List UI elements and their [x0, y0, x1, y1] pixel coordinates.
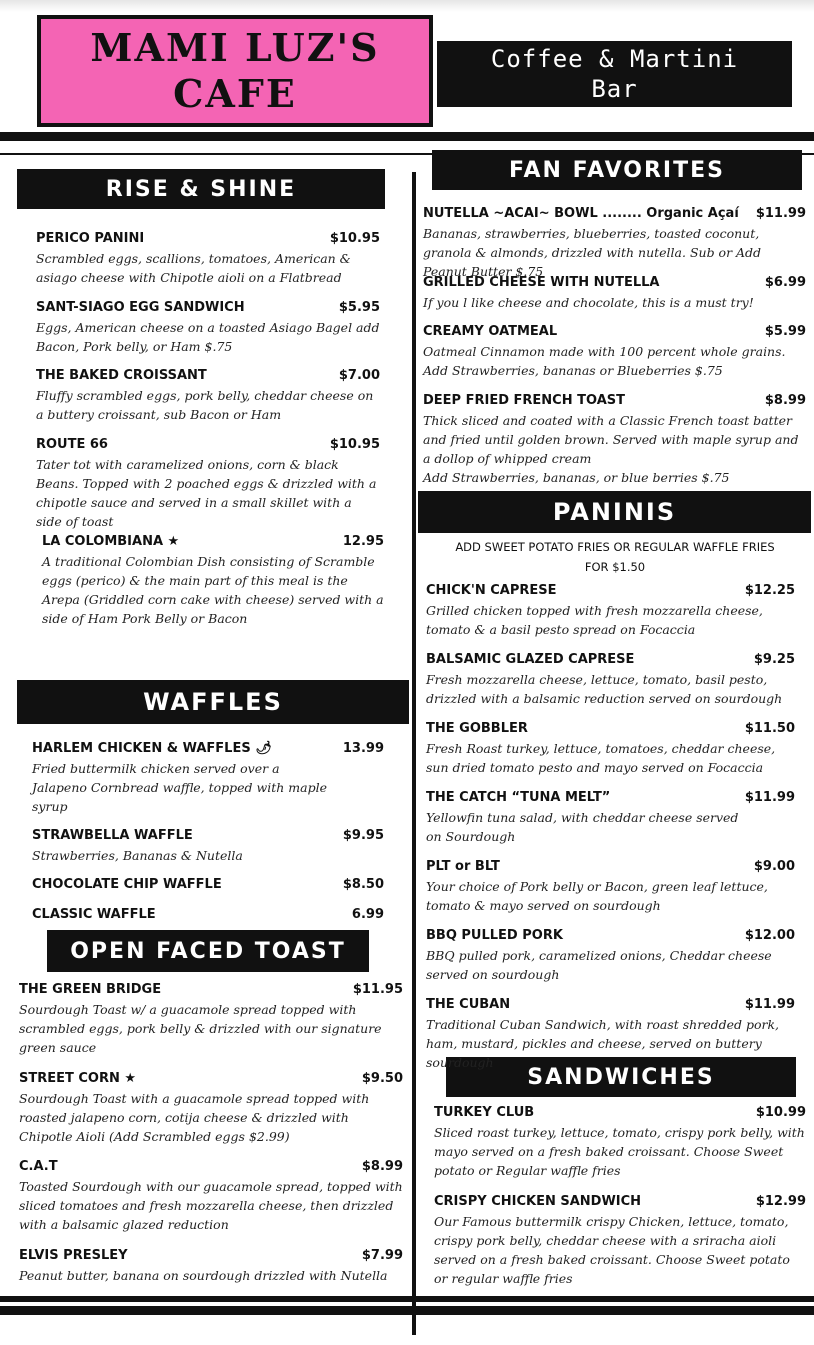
section-header-fan-favorites: FAN FAVORITES: [432, 150, 802, 190]
item-description: Fresh mozzarella cheese, lettuce, tomato, basil pesto, drizzled with a balsamic reduction served on sourdough: [426, 672, 783, 706]
item-name: PLT or BLT: [426, 859, 500, 874]
item-description: Oatmeal Cinnamon made with 100 percent whole grains. Add Strawberries, bananas or Blueberries $.75: [423, 344, 786, 378]
item-price: $11.50: [744, 721, 795, 736]
item-price: $10.99: [755, 1105, 806, 1120]
item-description: Strawberries, Bananas & Nutella: [32, 848, 243, 863]
item-price: $5.95: [338, 300, 380, 315]
item-description: Fresh Roast turkey, lettuce, tomatoes, cheddar cheese, sun dried tomato pesto and mayo served on Focaccia: [426, 741, 776, 775]
menu-item: [36, 368, 380, 424]
item-price: 13.99: [342, 741, 384, 756]
menu-item: [32, 877, 384, 892]
item-price: $11.99: [755, 206, 806, 221]
item-description: Thick sliced and coated with a Classic French toast batter and fried until golden brown. Served with maple syrup and a dollop of whipped cream Add Strawberries, bananas, or blue berries $.75: [423, 413, 799, 485]
item-description: If you l like cheese and chocolate, this is a must try!: [423, 295, 754, 310]
column-divider: [412, 172, 416, 1335]
menu-item: [32, 828, 384, 865]
menu-item: [19, 1071, 403, 1146]
item-description: Fried buttermilk chicken served over a Jalapeno Cornbread waffle, topped with maple syrup: [32, 761, 327, 814]
item-name: ELVIS PRESLEY: [19, 1248, 128, 1263]
menu-item: [426, 652, 795, 708]
cafe-name: MAMI LUZ'S CAFE: [90, 25, 380, 116]
item-name: STRAWBELLA WAFFLE: [32, 828, 193, 843]
item-price: $7.99: [361, 1248, 403, 1263]
item-price: $11.99: [744, 997, 795, 1012]
menu-item: [36, 231, 380, 287]
item-description: Scrambled eggs, scallions, tomatoes, American & asiago cheese with Chipotle aioli on a Flatbread: [36, 251, 351, 285]
menu-item: [19, 1159, 403, 1234]
menu-item: [423, 393, 806, 487]
item-name: STREET CORN ★: [19, 1071, 137, 1086]
menu-item: [426, 721, 795, 777]
panini-fries-note: ADD SWEET POTATO FRIES OR REGULAR WAFFLE FRIES FOR $1.50: [455, 540, 775, 574]
item-name: THE GOBBLER: [426, 721, 528, 736]
item-name: LA COLOMBIANA ★: [42, 534, 180, 549]
item-name: THE CATCH “TUNA MELT”: [426, 790, 611, 805]
item-description: Sliced roast turkey, lettuce, tomato, crispy pork belly, with mayo served on a fresh baked croissant. Choose Sweet potato or Regular waffle fries: [434, 1125, 805, 1178]
menu-item: [36, 300, 380, 356]
item-description: Traditional Cuban Sandwich, with roast shredded pork, ham, mustard, pickles and cheese, served on buttery sourdough: [426, 1017, 780, 1070]
menu-item: [434, 1105, 806, 1180]
section-header-paninis: PANINIS: [418, 491, 811, 533]
menu-item: [426, 790, 795, 846]
menu-item: [423, 275, 806, 312]
menu-item: [32, 741, 384, 816]
item-price: $10.95: [329, 231, 380, 246]
item-price: $9.95: [342, 828, 384, 843]
menu-item: [423, 324, 806, 380]
item-price: $12.00: [744, 928, 795, 943]
item-description: Sourdough Toast with a guacamole spread topped with roasted jalapeno corn, cotija cheese & drizzled with Chipotle Aioli (Add Scrambled eggs $2.99): [19, 1091, 370, 1144]
menu-item: [42, 534, 384, 628]
top-shadow: [0, 0, 814, 12]
item-name: GRILLED CHEESE WITH NUTELLA: [423, 275, 660, 290]
item-price: $5.99: [764, 324, 806, 339]
item-price: $10.95: [329, 437, 380, 452]
item-name: SANT-SIAGO EGG SANDWICH: [36, 300, 245, 315]
section-header-open-faced-toast: OPEN FACED TOAST: [47, 930, 369, 972]
item-description: Yellowfin tuna salad, with cheddar cheese served on Sourdough: [426, 810, 739, 844]
tagline-banner: [437, 41, 792, 107]
item-name: CHOCOLATE CHIP WAFFLE: [32, 877, 222, 892]
item-name: PERICO PANINI: [36, 231, 145, 246]
item-description: Fluffy scrambled eggs, pork belly, cheddar cheese on a buttery croissant, sub Bacon or Ham: [36, 388, 374, 422]
section-header-rise-shine: RISE & SHINE: [17, 169, 385, 209]
menu-item: [36, 437, 380, 531]
menu-item: [426, 928, 795, 984]
menu-item: [426, 997, 795, 1072]
cafe-logo: [37, 15, 433, 127]
section-header-waffles: WAFFLES: [17, 680, 409, 724]
item-description: Bananas, strawberries, blueberries, toasted coconut, granola & almonds, drizzled with nutella. Sub or Add Peanut Butter $.75: [423, 226, 762, 279]
item-name: C.A.T: [19, 1159, 58, 1174]
item-price: $11.95: [352, 982, 403, 997]
menu-item: [423, 206, 806, 281]
footer-rule-bottom: [0, 1306, 814, 1315]
section-header-sandwiches: SANDWICHES: [446, 1057, 796, 1097]
item-name: THE CUBAN: [426, 997, 511, 1012]
item-description: BBQ pulled pork, caramelized onions, Cheddar cheese served on sourdough: [426, 948, 772, 982]
item-description: Tater tot with caramelized onions, corn & black Beans. Topped with 2 poached eggs & drizzled with a chipotle sauce and served in a small skillet with a side of toast: [36, 457, 377, 529]
menu-item: [32, 907, 384, 922]
item-name: CREAMY OATMEAL: [423, 324, 558, 339]
menu-item: [426, 583, 795, 639]
item-price: $8.99: [764, 393, 806, 408]
item-description: A traditional Colombian Dish consisting of Scramble eggs (perico) & the main part of this meal is the Arepa (Griddled corn cake with cheese) served with a side of Ham Pork Belly or Bacon: [42, 554, 384, 626]
item-price: $7.00: [338, 368, 380, 383]
header-rule-thick: [0, 132, 814, 141]
item-price: $12.99: [755, 1194, 806, 1209]
menu-item: [19, 1248, 403, 1285]
item-name: CLASSIC WAFFLE: [32, 907, 156, 922]
item-name: HARLEM CHICKEN & WAFFLES 🌶: [32, 741, 272, 756]
item-price: $6.99: [764, 275, 806, 290]
item-description: Toasted Sourdough with our guacamole spread, topped with sliced tomatoes and fresh mozzarella cheese, then drizzled with a balsamic glazed reduction: [19, 1179, 403, 1232]
item-description: Our Famous buttermilk crispy Chicken, lettuce, tomato, crispy pork belly, cheddar cheese with a sriracha aioli served on a fresh baked croissant. Choose Sweet potato or regular waffle fries: [434, 1214, 790, 1286]
item-name: CHICK'N CAPRESE: [426, 583, 557, 598]
item-price: 6.99: [351, 907, 384, 922]
item-name: NUTELLA ~ACAI~ BOWL ........ Organic Açaí: [423, 206, 739, 221]
item-name: TURKEY CLUB: [434, 1105, 535, 1120]
item-price: $9.25: [753, 652, 795, 667]
item-name: ROUTE 66: [36, 437, 108, 452]
item-name: CRISPY CHICKEN SANDWICH: [434, 1194, 642, 1209]
footer-rule-top: [0, 1296, 814, 1302]
item-description: Peanut butter, banana on sourdough drizzled with Nutella: [19, 1268, 388, 1283]
item-description: Grilled chicken topped with fresh mozzarella cheese, tomato & a basil pesto spread on Focaccia: [426, 603, 763, 637]
item-description: Eggs, American cheese on a toasted Asiago Bagel add Bacon, Pork belly, or Ham $.75: [36, 320, 380, 354]
item-name: THE BAKED CROISSANT: [36, 368, 207, 383]
item-description: Your choice of Pork belly or Bacon, green leaf lettuce, tomato & mayo served on sourdough: [426, 879, 768, 913]
item-price: $9.00: [753, 859, 795, 874]
item-price: $8.50: [342, 877, 384, 892]
menu-item: [434, 1194, 806, 1288]
item-description: Sourdough Toast w/ a guacamole spread topped with scrambled eggs, pork belly & drizzled with our signature green sauce: [19, 1002, 382, 1055]
tagline: Coffee & Martini Bar: [490, 45, 739, 103]
item-name: BALSAMIC GLAZED CAPRESE: [426, 652, 635, 667]
item-name: DEEP FRIED FRENCH TOAST: [423, 393, 625, 408]
menu-item: [426, 859, 795, 915]
item-price: $9.50: [361, 1071, 403, 1086]
item-price: 12.95: [342, 534, 384, 549]
item-price: $12.25: [744, 583, 795, 598]
item-name: BBQ PULLED PORK: [426, 928, 563, 943]
item-name: THE GREEN BRIDGE: [19, 982, 162, 997]
menu-item: [19, 982, 403, 1057]
item-price: $8.99: [361, 1159, 403, 1174]
item-price: $11.99: [744, 790, 795, 805]
